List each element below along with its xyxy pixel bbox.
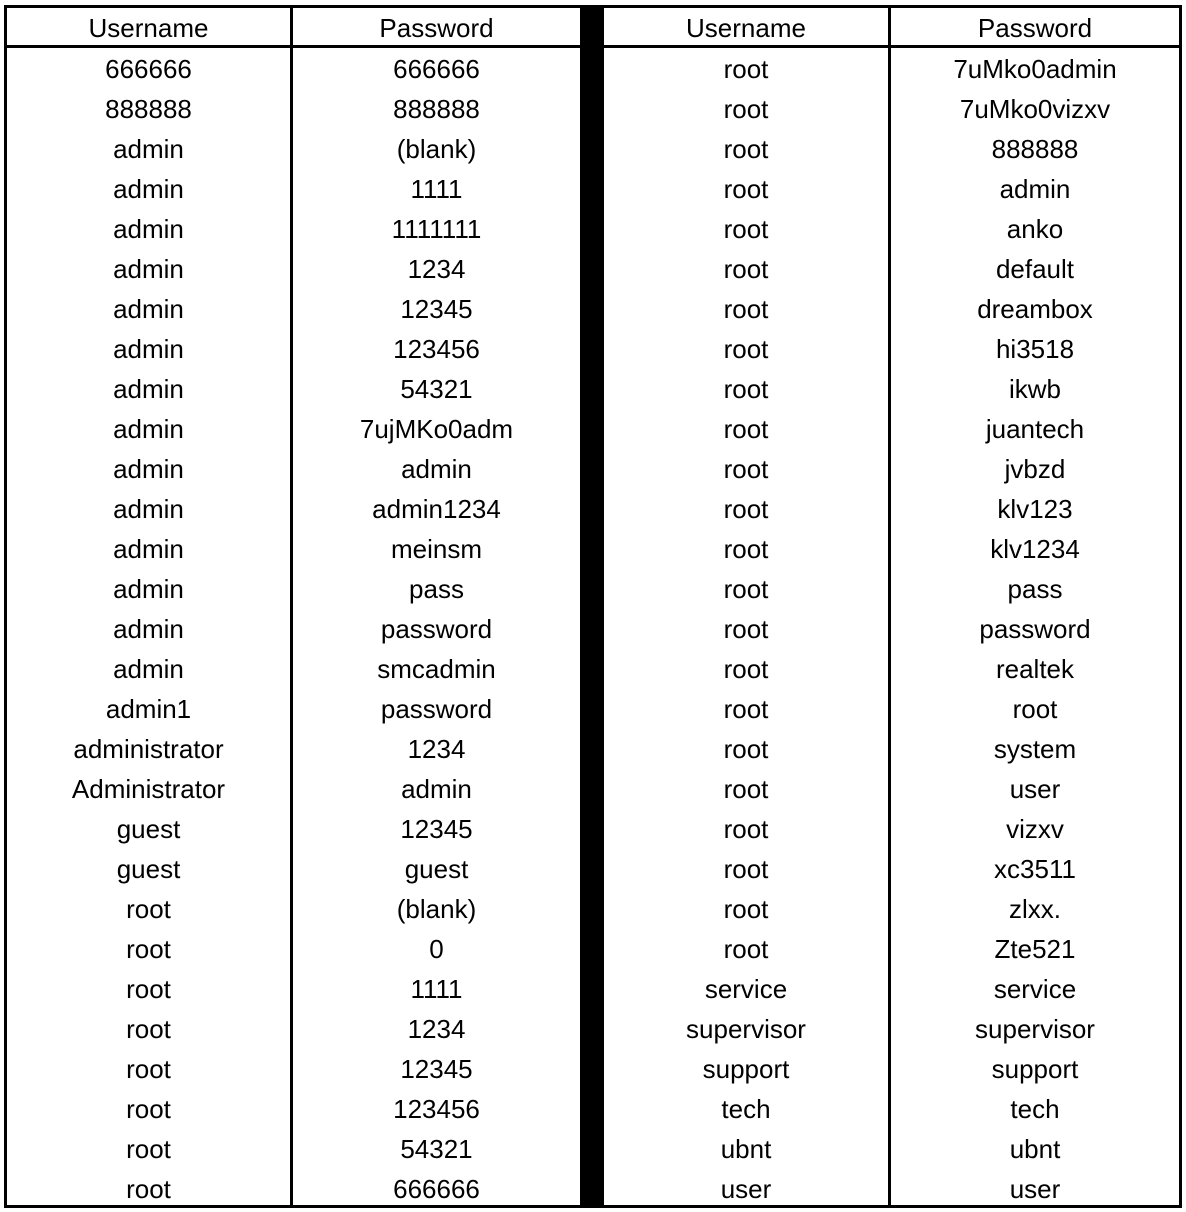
- password-cell: supervisor: [975, 1014, 1095, 1044]
- password-cell: admin: [401, 454, 472, 484]
- table-row: [604, 768, 1179, 808]
- table-row: [7, 768, 580, 808]
- table-row: [604, 688, 1179, 728]
- table-row: [7, 48, 580, 88]
- credentials-table: [4, 5, 1182, 1208]
- password-cell: password: [979, 614, 1091, 644]
- table-row: [604, 848, 1179, 888]
- table-row: [7, 488, 580, 528]
- username-cell: admin: [7, 368, 293, 408]
- table-row: [604, 928, 1179, 968]
- username-cell: root: [604, 648, 891, 688]
- table-row: [7, 528, 580, 568]
- table-row: [7, 248, 580, 288]
- password-cell: 666666: [393, 1174, 480, 1204]
- password-cell: anko: [1006, 214, 1064, 244]
- password-cell: root: [1012, 694, 1058, 724]
- table-row: [604, 208, 1179, 248]
- password-cell: jvbzd: [1004, 454, 1066, 484]
- username-cell: root: [604, 88, 891, 128]
- username-cell: root: [604, 608, 891, 648]
- password-cell: 7uMko0vizxv: [959, 94, 1111, 124]
- table-row: [7, 968, 580, 1008]
- table-row: [604, 1128, 1179, 1168]
- username-cell: root: [7, 1088, 293, 1128]
- header-password: Password: [379, 12, 494, 43]
- table-row: [7, 568, 580, 608]
- username-cell: admin1: [7, 688, 293, 728]
- password-cell: dreambox: [977, 294, 1093, 324]
- username-cell: Administrator: [7, 768, 293, 808]
- username-cell: admin: [7, 128, 293, 168]
- table-row: [604, 1048, 1179, 1088]
- username-cell: admin: [7, 488, 293, 528]
- table-row: [604, 1008, 1179, 1048]
- table-row: [7, 648, 580, 688]
- table-row: [7, 1128, 580, 1168]
- table-row: [7, 1008, 580, 1048]
- username-cell: root: [604, 408, 891, 448]
- username-cell: root: [7, 928, 293, 968]
- table-row: [7, 688, 580, 728]
- table-row: [7, 408, 580, 448]
- table-left-body: [7, 48, 580, 1208]
- password-cell: juantech: [985, 414, 1085, 444]
- password-cell: system: [993, 734, 1077, 764]
- username-cell: root: [7, 1048, 293, 1088]
- username-cell: admin: [7, 528, 293, 568]
- password-cell: admin: [401, 774, 472, 804]
- username-cell: root: [604, 248, 891, 288]
- username-cell: root: [604, 288, 891, 328]
- password-cell: 1111: [410, 974, 463, 1004]
- username-cell: supervisor: [604, 1008, 891, 1048]
- header-username: Username: [604, 8, 891, 45]
- username-cell: admin: [7, 568, 293, 608]
- password-cell: vizxv: [1006, 814, 1064, 844]
- password-cell: password: [380, 694, 493, 724]
- table-row: [7, 448, 580, 488]
- table-row: [604, 408, 1179, 448]
- password-cell: zlxx.: [1009, 894, 1061, 924]
- username-cell: root: [604, 808, 891, 848]
- table-row: [7, 128, 580, 168]
- password-cell: 1234: [407, 734, 466, 764]
- header-row: [604, 8, 1179, 48]
- password-cell: xc3511: [994, 854, 1076, 884]
- table-row: [7, 608, 580, 648]
- table-row: [604, 608, 1179, 648]
- username-cell: guest: [7, 808, 293, 848]
- table-row: [604, 248, 1179, 288]
- username-cell: root: [604, 328, 891, 368]
- password-cell: 666666: [393, 54, 480, 84]
- table-row: [7, 288, 580, 328]
- password-cell: admin: [999, 174, 1071, 204]
- table-row: [604, 128, 1179, 168]
- username-cell: root: [604, 768, 891, 808]
- password-cell: 123456: [393, 334, 480, 364]
- table-row: [604, 328, 1179, 368]
- username-cell: guest: [7, 848, 293, 888]
- password-cell: ikwb: [1008, 374, 1061, 404]
- username-cell: tech: [604, 1088, 891, 1128]
- username-cell: root: [604, 728, 891, 768]
- table-row: [7, 808, 580, 848]
- username-cell: root: [604, 688, 891, 728]
- password-cell: pass: [409, 574, 464, 604]
- password-cell: 1234: [407, 1014, 466, 1044]
- password-cell: default: [995, 254, 1075, 284]
- password-cell: 1234: [407, 254, 466, 284]
- password-cell: password: [380, 614, 493, 644]
- password-cell: Zte521: [994, 934, 1076, 964]
- table-row: [7, 1048, 580, 1088]
- password-cell: 1111: [410, 174, 463, 204]
- password-cell: hi3518: [995, 334, 1075, 364]
- password-cell: klv123: [997, 494, 1073, 524]
- table-row: [7, 848, 580, 888]
- password-cell: 123456: [393, 1094, 480, 1124]
- username-cell: root: [7, 968, 293, 1008]
- password-cell: (blank): [396, 134, 477, 164]
- table-row: [7, 168, 580, 208]
- table-row: [7, 928, 580, 968]
- username-cell: admin: [7, 648, 293, 688]
- username-cell: root: [604, 928, 891, 968]
- password-cell: guest: [404, 854, 469, 884]
- username-cell: 666666: [7, 48, 293, 88]
- password-cell: 1111111: [391, 214, 482, 244]
- table-row: [7, 368, 580, 408]
- password-cell: 888888: [991, 134, 1079, 164]
- password-cell: admin1234: [372, 494, 501, 524]
- username-cell: root: [604, 568, 891, 608]
- username-cell: admin: [7, 248, 293, 288]
- password-cell: meinsm: [390, 534, 482, 564]
- password-cell: user: [1009, 1174, 1061, 1204]
- table-row: [604, 1168, 1179, 1208]
- table-row: [604, 288, 1179, 328]
- password-cell: 7uMko0admin: [953, 54, 1117, 84]
- table-row: [7, 888, 580, 928]
- username-cell: admin: [7, 328, 293, 368]
- password-cell: 7ujMKo0adm: [359, 414, 514, 444]
- password-cell: klv1234: [990, 534, 1080, 564]
- username-cell: admin: [7, 608, 293, 648]
- table-row: [7, 328, 580, 368]
- password-cell: 54321: [400, 1134, 473, 1164]
- password-cell: user: [1009, 774, 1061, 804]
- username-cell: root: [7, 1008, 293, 1048]
- table-right-half: [604, 8, 1179, 1205]
- username-cell: root: [604, 448, 891, 488]
- table-row: [604, 528, 1179, 568]
- username-cell: root: [604, 888, 891, 928]
- table-row: [604, 448, 1179, 488]
- table-row: [604, 1088, 1179, 1128]
- password-cell: service: [993, 974, 1077, 1004]
- username-cell: ubnt: [604, 1128, 891, 1168]
- table-row: [604, 728, 1179, 768]
- password-cell: pass: [1007, 574, 1063, 604]
- username-cell: root: [7, 1128, 293, 1168]
- username-cell: root: [604, 168, 891, 208]
- username-cell: root: [604, 848, 891, 888]
- table-left-half: [7, 8, 580, 1205]
- table-row: [7, 208, 580, 248]
- username-cell: support: [604, 1048, 891, 1088]
- username-cell: root: [604, 128, 891, 168]
- table-row: [604, 808, 1179, 848]
- table-row: [7, 728, 580, 768]
- password-cell: 12345: [400, 1054, 473, 1084]
- password-cell: ubnt: [1009, 1134, 1061, 1164]
- header-row: [7, 8, 580, 48]
- password-cell: tech: [1010, 1094, 1060, 1124]
- table-row: [604, 368, 1179, 408]
- password-cell: 12345: [400, 814, 473, 844]
- username-cell: admin: [7, 408, 293, 448]
- table-row: [7, 88, 580, 128]
- table-row: [604, 48, 1179, 88]
- table-row: [604, 968, 1179, 1008]
- header-username: Username: [7, 8, 293, 45]
- table-row: [604, 88, 1179, 128]
- username-cell: user: [604, 1168, 891, 1208]
- table-row: [604, 488, 1179, 528]
- password-cell: 12345: [400, 294, 473, 324]
- username-cell: root: [604, 48, 891, 88]
- table-row: [7, 1088, 580, 1128]
- password-cell: (blank): [396, 894, 477, 924]
- table-row: [7, 1168, 580, 1208]
- table-divider: [580, 8, 604, 1205]
- table-row: [604, 888, 1179, 928]
- username-cell: administrator: [7, 728, 293, 768]
- username-cell: admin: [7, 288, 293, 328]
- table-row: [604, 648, 1179, 688]
- username-cell: root: [604, 528, 891, 568]
- username-cell: admin: [7, 168, 293, 208]
- username-cell: root: [604, 368, 891, 408]
- table-right-body: [604, 48, 1179, 1208]
- password-cell: realtek: [995, 654, 1075, 684]
- username-cell: admin: [7, 448, 293, 488]
- table-row: [604, 568, 1179, 608]
- username-cell: admin: [7, 208, 293, 248]
- username-cell: root: [604, 488, 891, 528]
- password-cell: 0: [429, 934, 444, 964]
- username-cell: service: [604, 968, 891, 1008]
- username-cell: root: [7, 1168, 293, 1208]
- password-cell: support: [991, 1054, 1079, 1084]
- password-cell: smcadmin: [377, 654, 496, 684]
- password-cell: 888888: [393, 94, 480, 124]
- username-cell: 888888: [7, 88, 293, 128]
- username-cell: root: [7, 888, 293, 928]
- table-row: [604, 168, 1179, 208]
- header-password: Password: [977, 12, 1093, 43]
- password-cell: 54321: [400, 374, 473, 404]
- username-cell: root: [604, 208, 891, 248]
